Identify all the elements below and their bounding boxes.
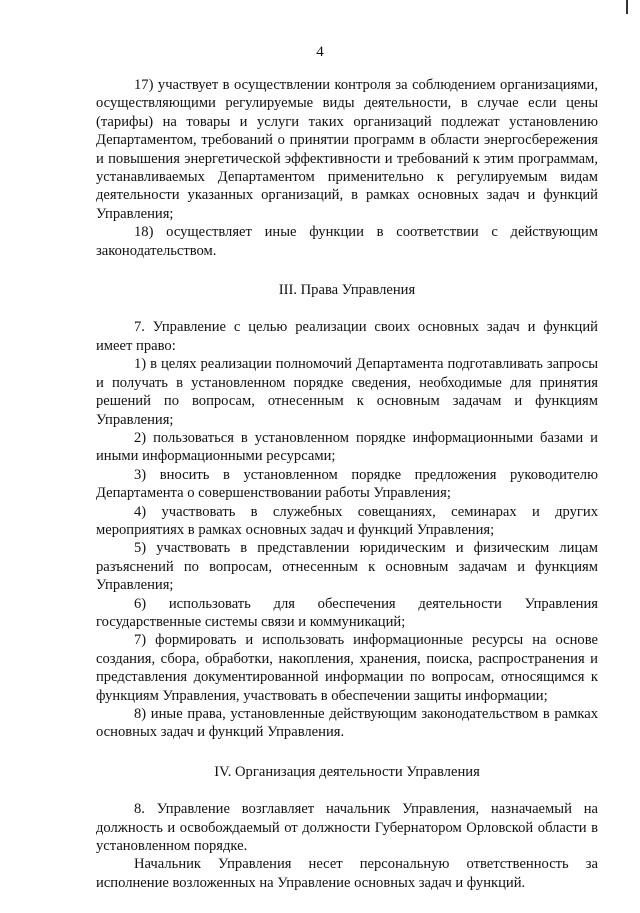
page-number: 4	[316, 44, 324, 60]
document-body	[96, 76, 598, 892]
paragraph-right-6: 6) использовать для обеспечения деятельности Управления государственные системы связи и коммуникаций;	[96, 595, 598, 630]
scan-artifact	[626, 0, 628, 14]
paragraph-item-18: 18) осуществляет иные функции в соответствии с действующим законодательством.	[96, 224, 598, 259]
section-heading-organization: IV. Организация деятельности Управления	[214, 763, 480, 780]
section-heading-rights: III. Права Управления	[278, 282, 416, 299]
paragraph-item-17: 17) участвует в осуществлении контроля за соблюдением организациями, осуществляющими регулируемые виды деятельности, в случае если цены (тарифы) на товары и услуги таких организаций подлежат установлению Департаментом, требований о принятии программ в области энергосбережения и повышения энергетической эффективности и требований к этим программам, устанавливаемых Департаментом применительно к регулируемым видам деятельности указанных организаций, в рамках основных задач и функций Управления;	[96, 77, 598, 222]
paragraph-right-5: 5) участвовать в представлении юридическим и физическим лицам разъяснений по вопросам, отнесенным к основным задачам и функциям Управления;	[96, 540, 598, 594]
paragraph-right-2: 2) пользоваться в установленном порядке информационными базами и иными информационными ресурсами;	[96, 429, 598, 465]
paragraph-right-1: 1) в целях реализации полномочий Департамента подготавливать запросы и получать в установленном порядке сведения, необходимые для принятия решений по вопросам, отнесенным к основным задачам и функциям Управления;	[96, 356, 598, 428]
paragraph-head-responsibility: Начальник Управления несет персональную ответственность за исполнение возложенных на Управление основных задач и функций.	[96, 856, 598, 891]
paragraph-right-7: 7) формировать и использовать информационные ресурсы на основе создания, сбора, обработки, накопления, хранения, поиска, распространения и представления документированной информации по вопросам, относящимся к функциям Управления, участвовать в обеспечении защиты информации;	[96, 632, 598, 704]
paragraph-clause-8: 8. Управление возглавляет начальник Управления, назначаемый на должность и освобождаемый от должности Губернатором Орловской области в установленном порядке.	[96, 801, 598, 855]
paragraph-right-8: 8) иные права, установленные действующим законодательством в рамках основных задач и функций Управления.	[96, 706, 598, 741]
paragraph-right-3: 3) вносить в установленном порядке предложения руководителю Департамента о совершенствовании работы Управления;	[96, 466, 598, 502]
paragraph-clause-7: 7. Управление с целью реализации своих основных задач и функций имеет право:	[96, 319, 598, 354]
paragraph-right-4: 4) участвовать в служебных совещаниях, семинарах и других мероприятиях в рамках основных задач и функций Управления;	[96, 503, 598, 538]
